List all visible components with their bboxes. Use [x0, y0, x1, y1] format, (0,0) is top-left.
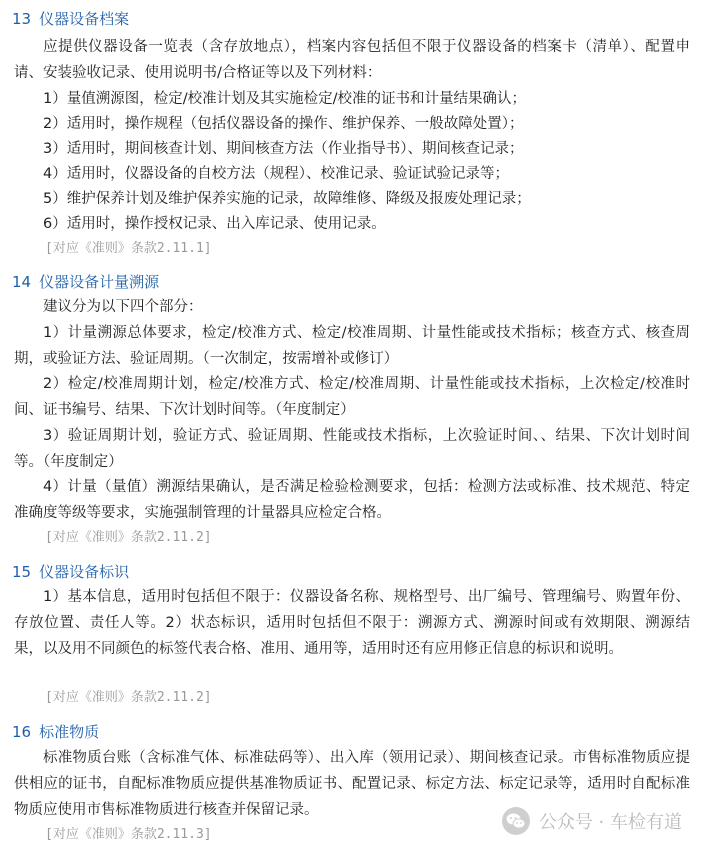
section-title: 标准物质	[39, 723, 100, 741]
section-title: 仪器设备标识	[39, 563, 130, 581]
list-item: 2）检定/校准周期计划，检定/校准方式、检定/校准周期、计量性能或技术指标，上次检定/校准时间、证书编号、结果、下次计划时间等。（年度制定）	[14, 376, 690, 418]
section-heading	[12, 720, 99, 744]
list-item: 6）适用时，操作授权记录、出入库记录、使用记录。	[43, 216, 386, 232]
paragraph: 1）基本信息，适用时包括但不限于：仪器设备名称、规格型号、出厂编号、管理编号、购置年份、存放位置、责任人等。2）状态标识，适用时包括但不限于：溯源方式、溯源时间或有效期限、溯源结果，以及用不同颜色的标签代表合格、准用、通用等，适用时还有应用修正信息的标识和说明。	[14, 589, 690, 657]
section-number: 16	[12, 723, 32, 741]
section-heading	[12, 270, 159, 294]
section-title: 仪器设备档案	[39, 10, 130, 28]
section-heading	[12, 560, 129, 584]
section-title: 仪器设备计量溯源	[39, 273, 160, 291]
paragraph: 标准物质台账（含标准气体、标准砝码等）、出入库（领用记录）、期间核查记录。市售标准物质应提供相应的证书，自配标准物质应提供基准物质证书、配置记录、标定方法、标定记录等，适用时自配标准物质应使用市售标准物质进行核查并保留记录。	[14, 750, 690, 818]
list-item: 3）适用时，期间核查计划、期间核查方法（作业指导书）、期间核查记录；	[43, 141, 524, 157]
list-item: 4）适用时，仪器设备的自校方法（规程）、校准记录、验证试验记录等；	[43, 166, 509, 182]
section-number: 15	[12, 563, 32, 581]
wechat-official-account-icon	[501, 806, 531, 836]
list-item: 2）适用时，操作规程（包括仪器设备的操作、维护保养、一般故障处置）；	[43, 116, 524, 132]
clause-reference: [对应《准则》条款2.11.2]	[45, 530, 212, 545]
section-number: 14	[12, 273, 32, 291]
list-item: 3）验证周期计划，验证方式、验证周期、性能或技术指标，上次验证时间、、结果、下次计划时间等。（年度制定）	[14, 428, 690, 470]
clause-reference: [对应《准则》条款2.11.2]	[45, 690, 212, 705]
watermark	[501, 806, 682, 836]
clause-reference: [对应《准则》条款2.11.1]	[45, 241, 212, 256]
clause-reference: [对应《准则》条款2.11.3]	[45, 827, 212, 842]
list-item: 4）计量（量值）溯源结果确认，是否满足检验检测要求，包括：检测方法或标准、技术规范、特定准确度等级等要求，实施强制管理的计量器具应检定合格。	[14, 479, 690, 521]
section-heading	[12, 7, 129, 31]
list-item: 1）计量溯源总体要求，检定/校准方式、检定/校准周期、计量性能或技术指标；核查方式、核查周期，或验证方法、验证周期。（一次制定，按需增补或修订）	[14, 325, 690, 367]
watermark-text: 公众号 · 车检有道	[538, 812, 682, 833]
section-number: 13	[12, 10, 32, 28]
paragraph: 建议分为以下四个部分：	[43, 299, 203, 315]
list-item: 5）维护保养计划及维护保养实施的记录，故障维修、降级及报废处理记录；	[43, 191, 531, 207]
list-item: 1）量值溯源图，检定/校准计划及其实施检定/校准的证书和计量结果确认；	[43, 91, 526, 107]
paragraph: 应提供仪器设备一览表（含存放地点），档案内容包括但不限于仪器设备的档案卡（清单）、配置申请、安装验收记录、使用说明书/合格证等以及下列材料：	[14, 39, 690, 81]
